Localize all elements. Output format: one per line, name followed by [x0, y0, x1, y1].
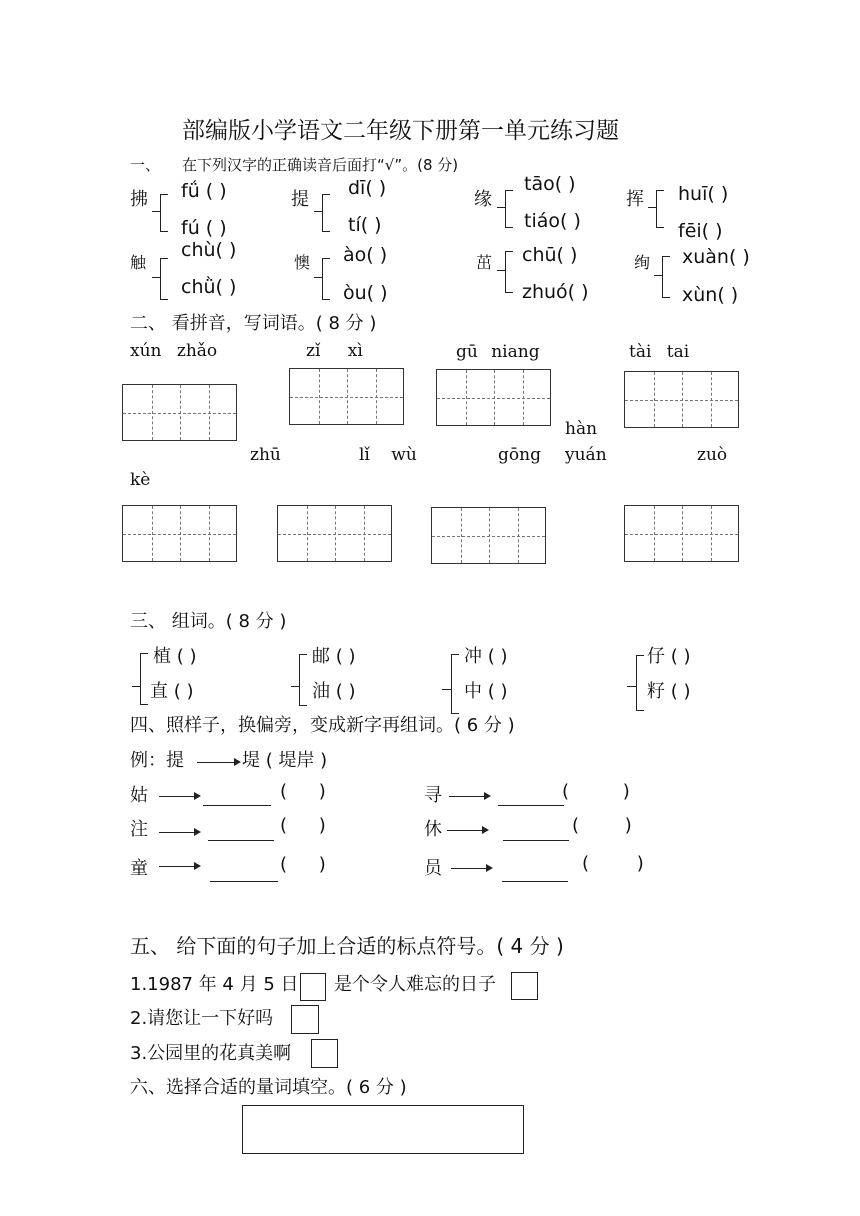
- s1-bracket-1: [160, 194, 168, 232]
- s3-group-3-a: 冲 ( ): [464, 646, 508, 667]
- s4-example-result: 堤 ( 堤岸 ): [242, 750, 328, 771]
- pinyin-han: hàn: [565, 419, 598, 439]
- s1-bracket-7: [505, 251, 513, 293]
- s1-bracket-3: [505, 190, 513, 228]
- pinyin-ke: kè: [130, 470, 151, 490]
- s1-option-b-4: fēi( ): [678, 220, 723, 242]
- writing-grid-8[interactable]: [624, 505, 739, 562]
- s1-option-b-8: xùn( ): [682, 284, 739, 306]
- s1-option-a-2: dī( ): [348, 177, 387, 199]
- punctuation-box-4[interactable]: [311, 1039, 338, 1068]
- arrow-icon: [159, 832, 199, 833]
- section-3-heading: 三、 组词。( 8 分 ): [130, 611, 287, 632]
- punctuation-box-3[interactable]: [291, 1005, 319, 1034]
- s5-sentence-1-part-a: 1.1987 年 4 月 5 日: [130, 974, 299, 995]
- pinyin-zi-xi: zǐ xì: [306, 341, 363, 361]
- s1-bracket-2: [322, 194, 330, 232]
- s4-paren-3[interactable]: ( ): [280, 815, 326, 836]
- s4-blank-2[interactable]: [498, 805, 564, 806]
- s1-option-a-1: fǘ ( ): [181, 180, 227, 202]
- s4-paren-6[interactable]: ( ): [582, 853, 644, 874]
- writing-grid-3[interactable]: [436, 369, 551, 426]
- s4-char-6: 员: [424, 858, 442, 879]
- s4-char-3: 注: [130, 819, 148, 840]
- arrow-icon: [159, 796, 199, 797]
- s1-option-a-4: huī( ): [678, 183, 729, 205]
- pinyin-zuo: zuò: [697, 445, 728, 465]
- writing-grid-6[interactable]: [277, 505, 392, 562]
- s4-blank-6[interactable]: [502, 881, 568, 882]
- pinyin-yuan: yuán: [565, 445, 607, 465]
- s4-paren-4[interactable]: ( ): [572, 815, 632, 836]
- pinyin-gong: gōng: [498, 445, 541, 465]
- section-5-heading: 五、 给下面的句子加上合适的标点符号。( 4 分 ): [130, 934, 564, 958]
- s4-blank-5[interactable]: [210, 881, 278, 882]
- punctuation-box-2[interactable]: [511, 972, 538, 1000]
- arrow-icon: [159, 866, 199, 867]
- s1-option-a-6: ào( ): [343, 244, 388, 266]
- s1-bracket-5: [160, 258, 168, 300]
- s4-paren-5[interactable]: ( ): [280, 854, 326, 875]
- page-title: 部编版小学语文二年级下册第一单元练习题: [182, 118, 619, 144]
- arrow-icon: [447, 830, 487, 831]
- writing-grid-4[interactable]: [624, 371, 739, 428]
- pinyin-li-wu: lǐ wù: [359, 445, 417, 465]
- s1-bracket-8: [662, 256, 670, 298]
- s1-option-a-3: tāo( ): [524, 173, 576, 195]
- s3-group-1-a: 植 ( ): [153, 646, 197, 667]
- s1-bracket-4: [656, 190, 664, 228]
- s1-option-b-6: òu( ): [343, 282, 388, 304]
- s4-char-1: 姑: [130, 785, 148, 806]
- punctuation-box-1[interactable]: [300, 973, 326, 1001]
- s4-blank-4[interactable]: [503, 840, 569, 841]
- s3-group-1-b: 直 ( ): [150, 681, 194, 702]
- s1-option-b-1: fú ( ): [181, 217, 227, 239]
- pinyin-zhu: zhū: [250, 445, 281, 465]
- writing-grid-2[interactable]: [289, 368, 404, 425]
- s5-sentence-2: 2.请您让一下好吗: [130, 1008, 274, 1029]
- s1-option-b-7: zhuó( ): [522, 281, 589, 303]
- section-6-heading: 六、选择合适的量词填空。( 6 分 ): [130, 1077, 407, 1098]
- section-1-heading: 在下列汉字的正确读音后面打“√”。(8 分): [182, 156, 459, 174]
- s4-blank-1[interactable]: [203, 805, 271, 806]
- arrow-icon: [197, 762, 239, 763]
- s1-option-a-7: chū( ): [522, 244, 578, 266]
- s3-group-4-b: 籽 ( ): [647, 681, 691, 702]
- s1-option-a-8: xuàn( ): [682, 246, 750, 268]
- s1-option-b-5: chǜ( ): [181, 276, 237, 298]
- writing-grid-1[interactable]: [122, 384, 237, 441]
- arrow-icon: [449, 796, 489, 797]
- measure-word-options-box: [242, 1105, 524, 1154]
- s1-char-2: 提: [291, 189, 309, 210]
- s4-blank-3[interactable]: [208, 840, 274, 841]
- s1-char-7: 茁: [476, 253, 493, 272]
- s1-option-b-3: tiáo( ): [524, 210, 581, 232]
- writing-grid-5[interactable]: [122, 505, 237, 562]
- s1-option-a-5: chù( ): [181, 239, 237, 261]
- s1-char-4: 挥: [626, 189, 644, 210]
- s5-sentence-3: 3.公园里的花真美啊: [130, 1043, 292, 1064]
- s4-paren-2[interactable]: ( ): [562, 781, 630, 802]
- s3-group-2-b: 油 ( ): [312, 681, 356, 702]
- s3-group-4-a: 仔 ( ): [647, 646, 691, 667]
- s1-char-3: 缘: [474, 189, 492, 210]
- writing-grid-7[interactable]: [431, 507, 546, 564]
- s1-option-b-2: tí( ): [348, 214, 382, 236]
- s3-group-2-a: 邮 ( ): [312, 646, 356, 667]
- s4-char-5: 童: [130, 858, 148, 879]
- s1-bracket-6: [322, 258, 330, 300]
- pinyin-gu-niang: gū niang: [456, 342, 540, 362]
- s1-char-8: 绚: [634, 253, 651, 272]
- s4-char-2: 寻: [424, 785, 442, 806]
- section-4-heading: 四、照样子，换偏旁，变成新字再组词。( 6 分 ): [130, 715, 515, 736]
- s4-paren-1[interactable]: ( ): [280, 781, 326, 802]
- s1-char-1: 拂: [130, 189, 148, 210]
- section-1-number: 一、: [130, 156, 161, 174]
- pinyin-xun-zhao: xún zhǎo: [130, 341, 218, 361]
- s1-char-6: 懊: [294, 253, 311, 272]
- s5-sentence-1-part-b: 是个令人难忘的日子: [334, 974, 496, 995]
- section-2-heading: 二、 看拼音，写词语。( 8 分 ): [130, 313, 377, 334]
- pinyin-tai-tai: tài tai: [629, 342, 690, 362]
- s4-example-source: 例：提: [130, 750, 184, 771]
- s4-char-4: 休: [424, 819, 442, 840]
- s1-char-5: 触: [130, 253, 147, 272]
- arrow-icon: [451, 868, 491, 869]
- s3-group-3-b: 中 ( ): [464, 681, 508, 702]
